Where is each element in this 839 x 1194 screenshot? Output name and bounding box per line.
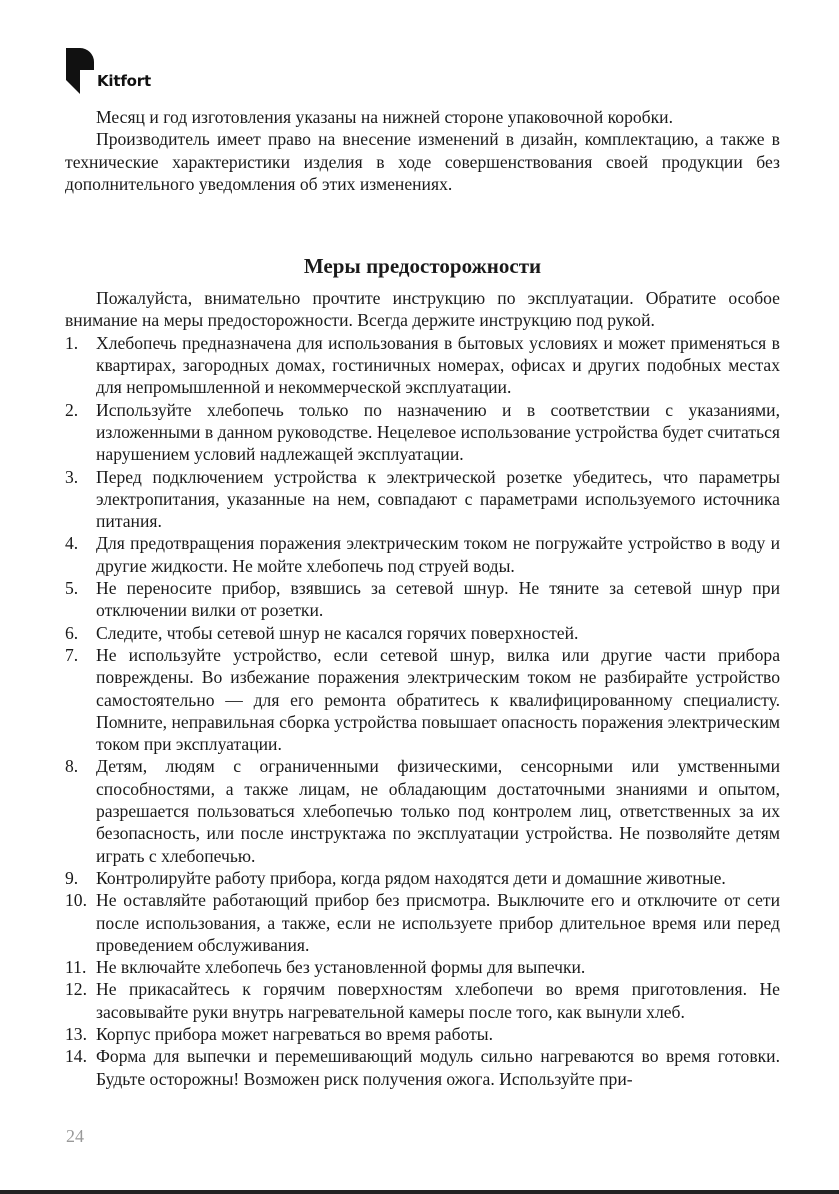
list-item xyxy=(65,332,780,399)
intro-paragraph-2: Производитель имеет право на внесение изменений в дизайн, комплектацию, а также в технические характеристики изделия в ходе совершенствования своей продукции без дополнительного уведомления об этих изменениях. xyxy=(65,129,780,194)
list-item xyxy=(65,577,780,622)
list-item xyxy=(65,622,780,644)
document-body xyxy=(65,106,780,1090)
list-item-number: 13. xyxy=(65,1023,87,1044)
list-item-text: Используйте хлебопечь только по назначению и в соответствии с указаниями, изложенными в данном руководстве. Нецелевое использование устройства будет считаться нарушением условий надлежащей эксплуатации. xyxy=(96,399,780,465)
list-item-text: Не оставляйте работающий прибор без присмотра. Выключите его и отключите от сети после использования, а также, если не используете прибор длительное время или перед проведением обслуживания. xyxy=(96,890,780,955)
list-item-number: 4. xyxy=(65,533,79,554)
brand-name: Kitfort xyxy=(97,72,151,90)
kitfort-logo-icon xyxy=(66,48,96,94)
list-item-number: 14. xyxy=(65,1046,87,1067)
list-item-text: Контролируйте работу прибора, когда рядом находятся дети и домашние животные. xyxy=(96,867,726,888)
list-item-text: Детям, людям с ограниченными физическими, сенсорными или умственными способностями, а также лицам, не обладающим достаточными знаниями и опытом, разрешается пользоваться хлебопечью только под контролем лиц, ответственных за их безопасность, или после инструктажа по эксплуатации устройства. Не позволяйте детям играть с хлебопечью. xyxy=(96,756,780,866)
list-item-text: Хлебопечь предназначена для использования в бытовых условиях и может применяться в квартирах, загородных домах, гостиничных номерах, офисах и других подобных местах для непромышленной и некоммерческой эксплуатации. xyxy=(96,332,780,398)
list-item xyxy=(65,1045,780,1090)
list-item xyxy=(65,399,780,466)
list-item-number: 11. xyxy=(65,957,87,978)
list-item xyxy=(65,755,780,866)
list-item xyxy=(65,466,780,533)
list-item-number: 9. xyxy=(65,867,79,888)
list-item-number: 6. xyxy=(65,622,79,643)
section-lead: Пожалуйста, внимательно прочтите инструкцию по эксплуатации. Обратите особое внимание на меры предосторожности. Всегда держите инструкцию под рукой. xyxy=(65,288,780,331)
list-item-number: 5. xyxy=(65,578,79,599)
list-item xyxy=(65,978,780,1023)
list-item-text: Не переносите прибор, взявшись за сетевой шнур. Не тяните за сетевой шнур при отключении вилки от розетки. xyxy=(96,578,780,621)
list-item-text: Не используйте устройство, если сетевой шнур, вилка или другие части прибора повреждены. Во избежание поражения электрическим током не разбирайте устройство самостоятельно — для его ремонта обратитесь к квалифицированному специалисту. Помните, неправильная сборка устройства повышает опасность поражения электрическим током при эксплуатации. xyxy=(96,644,780,755)
list-item xyxy=(65,956,780,978)
brand-logo xyxy=(66,48,206,94)
list-item xyxy=(65,867,780,889)
list-item-number: 10. xyxy=(65,890,87,911)
list-item-text: Не включайте хлебопечь без установленной формы для выпечки. xyxy=(96,957,586,978)
list-item-number: 12. xyxy=(65,979,87,1000)
section-title: Меры предосторожности xyxy=(303,254,542,279)
list-item-number: 3. xyxy=(65,466,79,487)
list-item-number: 1. xyxy=(65,332,79,353)
list-item xyxy=(65,532,780,577)
list-item xyxy=(65,1023,780,1045)
list-item-text: Следите, чтобы сетевой шнур не касался горячих поверхностей. xyxy=(96,622,579,643)
precautions-list xyxy=(65,332,780,1090)
list-item-number: 8. xyxy=(65,756,79,777)
list-item-text: Для предотвращения поражения электрическим током не погружайте устройство в воду и другие жидкости. Не мойте хлебопечь под струей воды. xyxy=(96,533,780,576)
list-item-text: Перед подключением устройства к электрической розетке убедитесь, что параметры электропитания, указанные на нем, совпадают с параметрами используемого источника питания. xyxy=(96,466,780,532)
list-item-text: Форма для выпечки и перемешивающий модуль сильно нагреваются во время готовки. Будьте осторожны! Возможен риск получения ожога. Используйте при- xyxy=(96,1046,780,1089)
list-item-number: 2. xyxy=(65,399,79,420)
list-item-text: Корпус прибора может нагреваться во время работы. xyxy=(96,1023,494,1044)
page-number: 24 xyxy=(66,1126,84,1146)
intro-paragraph-1: Месяц и год изготовления указаны на нижней стороне упаковочной коробки. xyxy=(96,107,673,127)
list-item xyxy=(65,644,780,755)
page-bottom-divider xyxy=(0,1190,839,1194)
list-item-text: Не прикасайтесь к горячим поверхностям хлебопечи во время приготовления. Не засовывайте руки внутрь нагревательной камеры после того, как вынули хлеб. xyxy=(96,979,780,1022)
list-item-number: 7. xyxy=(65,644,79,665)
list-item xyxy=(65,889,780,956)
